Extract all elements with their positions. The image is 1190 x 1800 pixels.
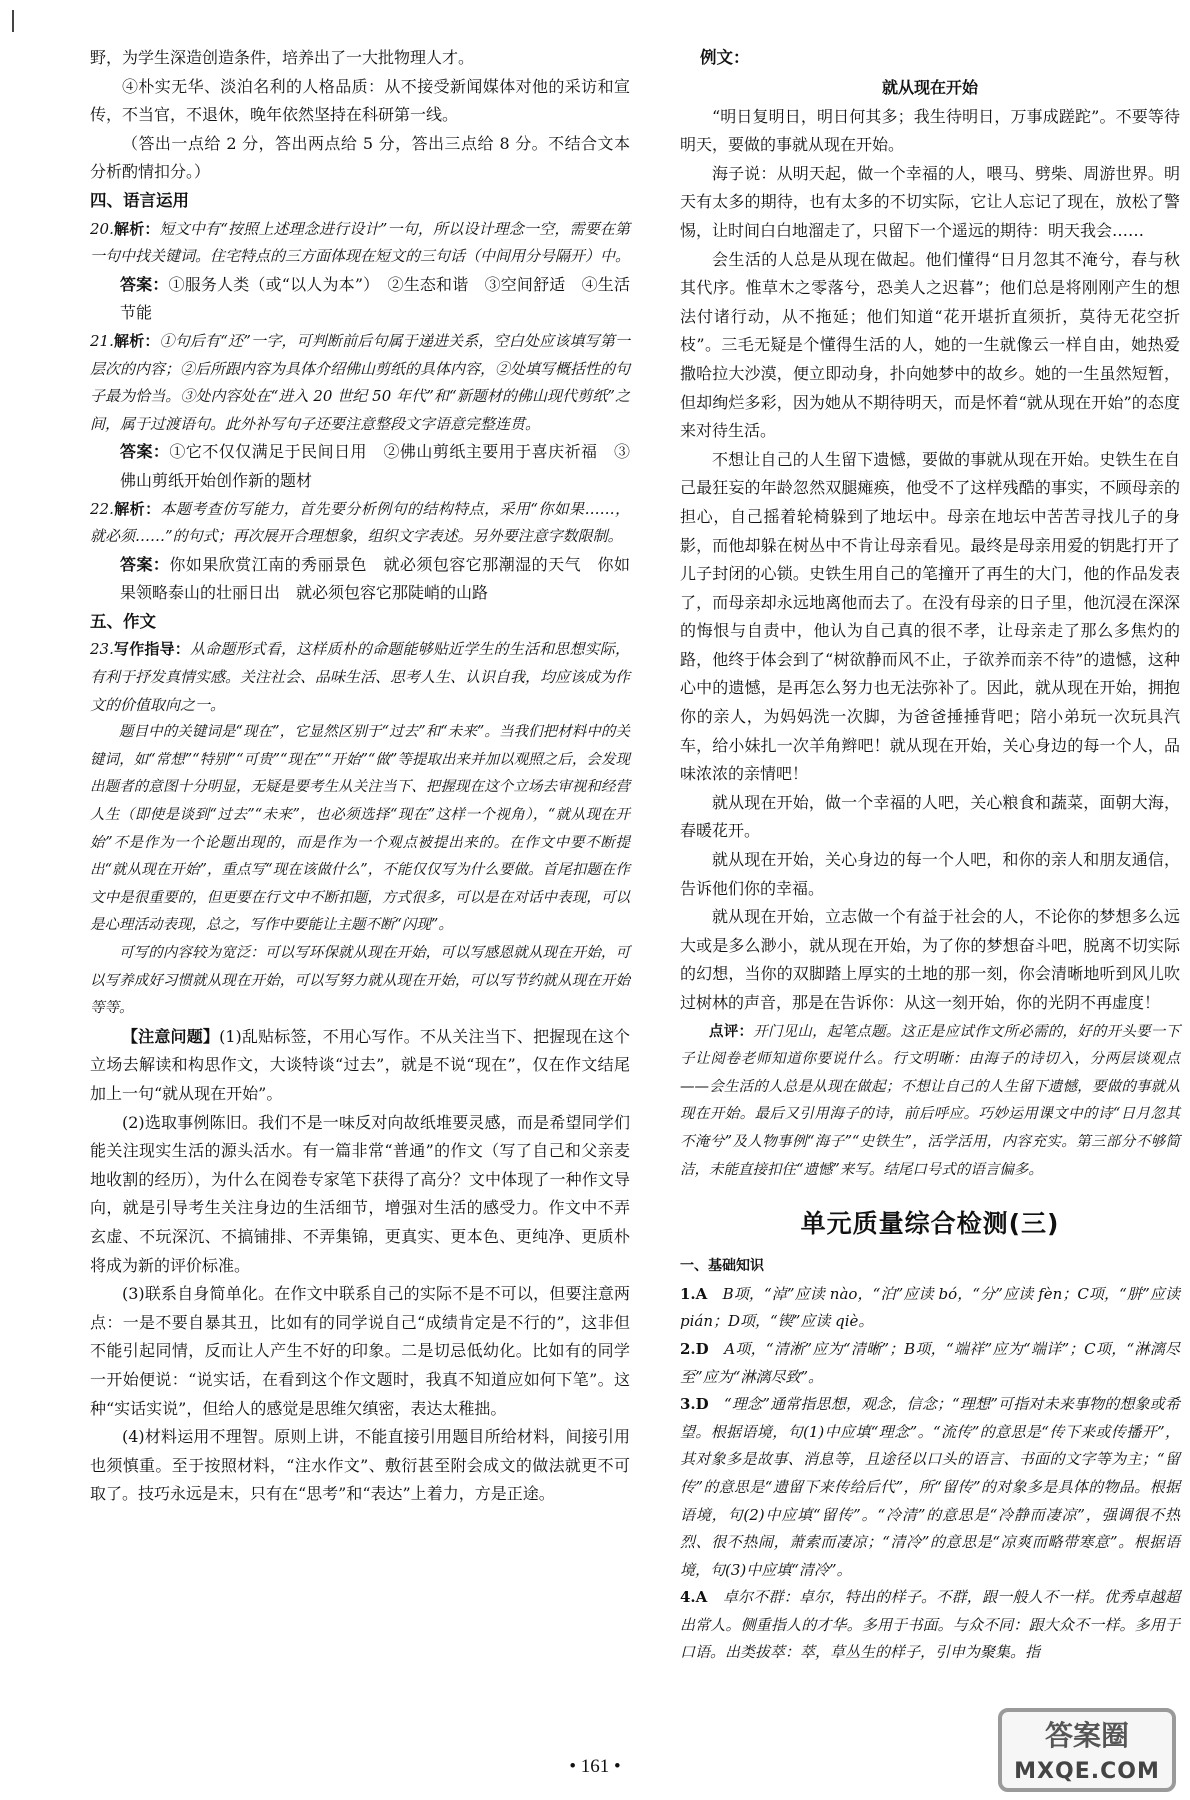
answer-text: 你如果欣赏江南的秀丽景色 就必须包容它那潮湿的天气 你如果领略泰山的壮丽日出 就必须包容它那陡峭的山路 (120, 554, 630, 603)
answer-number: 1.A (680, 1284, 708, 1303)
page-number: • 161 • (569, 1756, 621, 1777)
answer-item-2 (680, 1336, 1180, 1391)
guide-tag: 写作指导： (113, 640, 190, 659)
comment-paragraph (680, 1018, 1180, 1185)
answer-text: A项，“清淅”应为“清晰”；B项，“端祥”应为“端详”；C项，“淋漓尽至”应为“淋漓尽致”。 (680, 1339, 1180, 1386)
paragraph: 题目中的关键词是“现在”，它显然区别于“过去”和“未来”。当我们把材料中的关键词，如“常想”“特别”“可贵”“现在”“开始”“做”等提取出来并加以观照之后，会发现出题者的意图十分明显，无疑是要考生从关注当下、把握现在这个立场去审视和经营人生（即使是谈到“过去”“未来”，也必须选择“现在”这样一个视角），“就从现在开始”不是作为一个论题出现的，而是作为一个观点被提出来的。在作文中要不断提出“就从现在开始”，重点写“现在该做什么”，不能仅仅写为什么要做。首尾扣题在作文中是很重要的，但更要在行文中不断扣题，方式很多，可以是在对话中表现，可以是心理活动表现，总之，写作中要能让主题不断“闪现”。 (90, 724, 630, 934)
answer-number: 3.D (680, 1395, 709, 1414)
note-paragraph: (4)材料运用不理智。原则上讲，不能直接引用题目所给材料，间接引用也须慎重。至于按照材料，“注水作文”、敷衍甚至附会成文的做法就更不可取了。技巧永远是末，只有在“思考”和“表达”上着力，方是正途。 (90, 1427, 630, 1504)
paragraph: 可写的内容较为宽泛：可以写环保就从现在开始，可以写感恩就从现在开始，可以写养成好习惯就从现在开始，可以写努力就从现在开始，可以写节约就从现在开始等等。 (90, 945, 630, 1017)
question-number: 21. (90, 331, 114, 350)
question-22-answer (90, 551, 630, 608)
answer-number: 2.D (680, 1339, 709, 1358)
question-20-answer (90, 271, 630, 328)
watermark-bottom-text: MXQE.COM (1014, 1759, 1160, 1784)
section-heading-basics: 一、基础知识 (680, 1258, 764, 1275)
answer-text: ①服务人类（或“以人为本”） ②生态和谐 ③空间舒适 ④生活节能 (120, 274, 630, 323)
comment-tag: 点评： (709, 1022, 754, 1040)
question-23-guide (90, 636, 630, 719)
essay-paragraph: “明日复明日，明日何其多；我生待明日，万事成蹉跎”。不要等待明天，要做的事就从现在开始。 (680, 106, 1180, 155)
note-tag: 【注意问题】 (122, 1026, 220, 1046)
essay-paragraph: 就从现在开始，关心身边的每一个人吧，和你的亲人和朋友通信，告诉他们你的幸福。 (680, 850, 1180, 898)
watermark-logo (998, 1708, 1176, 1792)
note-text: (1)乱贴标签，不用心写作。不从关注当下、把握现在这个立场去解读和构思作文，大谈特谈“过去”，就是不说“现在”，仅在作文结尾加上一句“就从现在开始”。 (90, 1026, 630, 1103)
margin-mark (12, 10, 14, 32)
example-heading: 例文： (700, 48, 750, 67)
answer-text: 卓尔不群：卓尔，特出的样子。不群，跟一般人不一样。优秀卓越超出常人。侧重指人的才华。多用于书面。与众不同：跟大众不一样。多用于口语。出类拔萃：萃，草丛生的样子，引申为聚集。指 (680, 1588, 1180, 1662)
essay-paragraph: 海子说：从明天起，做一个幸福的人，喂马、劈柴、周游世界。明天有太多的期待，也有太多的不切实际，它让人忘记了现在，放松了警惕，让时间白白地溜走了，只留下一个遥远的期待：明天我会…… (680, 163, 1180, 240)
watermark-top-text: 答案圈 (1044, 1719, 1129, 1752)
paragraph: （答出一点给 2 分，答出两点给 5 分，答出三点给 8 分。不结合文本分析酌情扣分。） (90, 133, 630, 182)
answer-tag: 答案： (120, 442, 170, 462)
answer-number: 4.A (680, 1588, 708, 1607)
question-22-analysis (90, 496, 630, 551)
note-paragraph: (3)联系自身简单化。在作文中联系自己的实际不是不可以，但要注意两点：一是不要自暴其丑，比如有的同学说自己“成绩肯定是不行的”，这非但不能引起同情，反而让人产生不好的印象。二是切忌低幼化。比如有的同学一开始便说：“说实话，在看到这个作文题时，我真不知道应如何下笔”。这种“实话实说”，但给人的感觉是思维欠缜密，表达太稚拙。 (90, 1284, 630, 1418)
essay-paragraph: 就从现在开始，立志做一个有益于社会的人，不论你的梦想多么远大或是多么渺小，就从现在开始，为了你的梦想奋斗吧，脱离不切实际的幻想，当你的双脚踏上厚实的土地的那一刻，你会清晰地听到风儿吹过树林的声音，那是在告诉你：从这一刻开始，你的光阴不再虚度！ (680, 907, 1180, 1012)
answer-tag: 答案： (120, 554, 170, 574)
section-heading-essay: 五、作文 (90, 611, 156, 631)
question-number: 23. (90, 640, 114, 659)
note-paragraph (90, 1023, 630, 1109)
essay-paragraph: 就从现在开始，做一个幸福的人吧，关心粮食和蔬菜，面朝大海，春暖花开。 (680, 792, 1180, 841)
answer-text: ①它不仅仅满足于民间日用 ②佛山剪纸主要用于喜庆祈福 ③佛山剪纸开始创作新的题材 (120, 442, 630, 490)
guide-text: 从命题形式看，这样质朴的命题能够贴近学生的生活和思想实际，有利于抒发真情实感。关注社会、品味生活、思考人生、认识自我，均应该成为作文的价值取向之一。 (90, 640, 631, 714)
analysis-text: 短文中有“按照上述理念进行设计”一句，所以设计理念一空，需要在第一句中找关键词。住宅特点的三方面体现在短文的三句话（中间用分号隔开）中。 (90, 219, 631, 266)
answer-text: “理念”通常指思想，观念，信念；“理想”可指对未来事物的想象或希望。根据语境，句(1)中应填“理念”。“流传”的意思是“传下来或传播开”，其对象多是故事、消息等，且途径以口头的语言、书面的文字等为主；“留传”的意思是“遗留下来传给后代”，所“留传”的对象多是具体的物品。根据语境，句(2)中应填“留传”。“冷清”的意思是“冷静而凄凉”，强调很不热烈、很不热闹，萧索而凄凉；“清冷”的意思是“凉爽而略带寒意”。根据语境，句(3)中应填“清冷”。 (680, 1395, 1180, 1579)
essay-paragraph: 会生活的人总是从现在做起。他们懂得“日月忽其不淹兮，春与秋其代序。惟草木之零落兮，恐美人之迟暮”；他们总是将刚刚产生的想法付诸行动，从不拖延；他们知道“花开堪折直须折，莫待无花空折枝”。三毛无疑是个懂得生活的人，她的一生就像云一样自由，她热爱撒哈拉大沙漠，便立即动身，扑向她梦中的故乡。她的一生虽然短暂，但却绚烂多彩，因为她从不期待明天，而是怀着“就从现在开始”的态度来对待生活。 (680, 249, 1180, 441)
essay-title: 就从现在开始 (881, 77, 978, 97)
note-paragraph: (2)选取事例陈旧。我们不是一味反对向故纸堆要灵感，而是希望同学们能关注现实生活的源头活水。有一篇非常“普通”的作文（写了自己和父亲麦地收割的经历），为什么在阅卷专家笔下获得了高分？文中体现了一种作文导向，就是引导考生关注身边的生活细节，增强对生活的感受力。作文中不弄玄虚、不玩深沉、不搞铺排、不弄集锦，更真实、更本色、更纯净、更质朴将成为新的评价标准。 (90, 1112, 630, 1275)
analysis-tag: 解析： (113, 331, 160, 350)
question-20-analysis (90, 216, 630, 271)
right-column (680, 44, 1180, 1667)
answer-item-1 (680, 1281, 1180, 1336)
section-heading-language: 四、语言运用 (90, 190, 189, 210)
answer-item-4 (680, 1584, 1180, 1667)
question-21-answer (90, 438, 630, 495)
analysis-text: 本题考查仿写能力，首先要分析例句的结构特点，采用“你如果……，就必须……”的句式；再次展开合理想象，组织文字表述。另外要注意字数限制。 (90, 499, 630, 546)
answer-tag: 答案： (120, 274, 169, 294)
analysis-tag: 解析： (113, 219, 160, 238)
left-column (90, 44, 630, 1509)
section-title: 单元质量综合检测(三) (800, 1209, 1060, 1239)
question-number: 22. (90, 499, 114, 518)
answer-item-3 (680, 1391, 1180, 1584)
answer-text: B项，“淖”应读 nào，“泊”应读 bó，“分”应读 fèn；C项，“胼”应读 pián；D项，“锲”应读 qiè。 (680, 1284, 1180, 1331)
paragraph: ④朴实无华、淡泊名利的人格品质：从不接受新闻媒体对他的采访和宣传，不当官，不退休，晚年依然坚持在科研第一线。 (90, 76, 630, 125)
analysis-tag: 解析： (113, 499, 161, 518)
analysis-text: ①句后有“还”一字，可判断前后句属于递进关系，空白处应该填写第一层次的内容；②后所跟内容为具体介绍佛山剪纸的具体内容，②处填写概括性的句子最为恰当。③处内容处在“进入 20 世纪 50 年代”和“新题材的佛山现代剪纸”之间，属于过渡语句。此外补写句子还要注意整段文字语意完整连贯。 (90, 331, 631, 433)
paragraph: 野，为学生深造创造条件，培养出了一大批物理人才。 (90, 48, 475, 67)
comment-text: 开门见山，起笔点题。这正是应试作文所必需的，好的开头要一下子让阅卷老师知道你要说什么。行文明晰：由海子的诗切入，分两层谈观点——会生活的人总是从现在做起；不想让自己的人生留下遗憾，要做的事就从现在开始。最后又引用海子的诗，前后呼应。巧妙运用课文中的诗“日月忽其不淹兮”及人物事例“海子”“史铁生”，活学活用，内容充实。第三部分不够简洁，未能直接扣住“遗憾”来写。结尾口号式的语言偏多。 (680, 1023, 1181, 1178)
question-number: 20. (90, 219, 114, 238)
essay-paragraph: 不想让自己的人生留下遗憾，要做的事就从现在开始。史铁生在自己最狂妄的年龄忽然双腿瘫痪，他受不了这样残酷的事实，不顾母亲的担心，自己摇着轮椅躲到了地坛中。母亲在地坛中苦苦寻找儿子的身影，而他却躲在树丛中不肯让母亲看见。最终是母亲用爱的钥匙打开了儿子封闭的心锁。史铁生用自己的笔撞开了再生的大门，他的作品发表了，而母亲却永远地离他而去了。在没有母亲的日子里，他沉浸在深深的悔恨与自责中，他认为自己真的很不孝，让母亲走了那么多焦灼的路，他终于体会到了“树欲静而风不止，子欲养而亲不待”的遗憾，这种心中的遗憾，是再怎么努力也无法弥补了。因此，就从现在开始，拥抱你的亲人，为妈妈洗一次脚，为爸爸捶捶背吧；陪小弟玩一次玩具汽车，给小妹扎一次羊角辫吧！就从现在开始，关心身边的每一个人，品味浓浓的亲情吧！ (680, 449, 1180, 784)
question-21-analysis (90, 328, 630, 438)
